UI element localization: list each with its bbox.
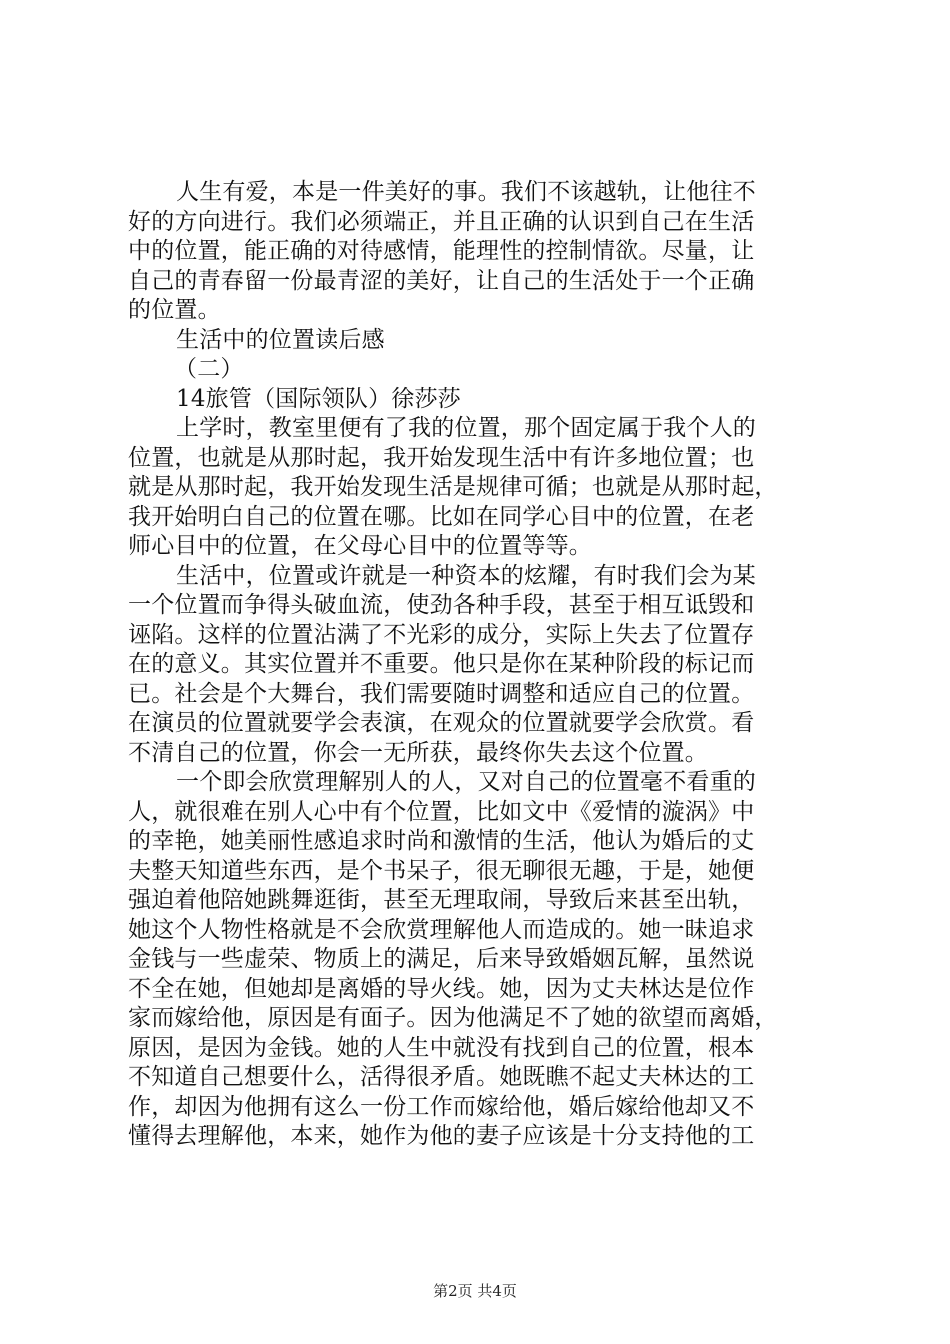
text-line: 位置，也就是从那时起，我开始发现生活中有许多地位置；也: [128, 444, 755, 471]
text-line: 夫整天知道些东西，是个书呆子，很无聊很无趣，于是，她便: [128, 857, 755, 884]
text-line: 人，就很难在别人心中有个位置，比如文中《爱情的漩涡》中: [128, 798, 755, 825]
text-line: 家而嫁给他，原因是有面子。因为他满足不了她的欲望而离婚，: [128, 1005, 778, 1031]
document-body: [128, 178, 828, 1152]
text-line: 的幸艳，她美丽性感追求时尚和激情的生活，他认为婚后的丈: [128, 828, 755, 854]
text-line: 不知道自己想要什么，活得很矛盾。她既瞧不起丈夫林达的工: [128, 1064, 755, 1090]
text-line: 自己的青春留一份最青涩的美好，让自己的生活处于一个正确: [128, 267, 755, 294]
text-line: 不全在她，但她却是离婚的导火线。她，因为丈夫林达是位作: [128, 975, 755, 1002]
text-line: 人生有爱，本是一件美好的事。我们不该越轨，让他往不: [176, 179, 756, 205]
text-line: 生活中，位置或许就是一种资本的炫耀，有时我们会为某: [176, 562, 756, 589]
text-line: 一个位置而争得头破血流，使劲各种手段，甚至于相互诋毁和: [128, 592, 755, 618]
section-title: 生活中的位置读后感: [176, 326, 385, 353]
page-footer: [0, 1280, 950, 1301]
text-line: 就是从那时起，我开始发现生活是规律可循；也就是从那时起，: [128, 474, 778, 500]
text-line: 一个即会欣赏理解别人的人，又对自己的位置毫不看重的: [176, 769, 756, 795]
text-line: 不清自己的位置，你会一无所获，最终你失去这个位置。: [128, 739, 708, 766]
text-line: 她这个人物性格就是不会欣赏理解他人而造成的。她一昧追求: [128, 916, 755, 943]
text-line: 好的方向进行。我们必须端正，并且正确的认识到自己在生活: [128, 208, 755, 235]
text-line: 已。社会是个大舞台，我们需要随时调整和适应自己的位置。: [128, 680, 755, 707]
text-line: 懂得去理解他，本来，她作为他的妻子应该是十分支持他的工: [128, 1123, 755, 1149]
text-line: 在演员的位置就要学会表演，在观众的位置就要学会欣赏。看: [128, 710, 755, 736]
text-line: 在的意义。其实位置并不重要。他只是你在某种阶段的标记而: [128, 651, 755, 677]
text-line: 中的位置，能正确的对待感情，能理性的控制情欲。尽量，让: [128, 238, 755, 264]
text-line: 师心目中的位置，在父母心目中的位置等等。: [128, 533, 592, 559]
text-line: 上学时，教室里便有了我的位置，那个固定属于我个人的: [176, 415, 756, 441]
text-line: 作，却因为他拥有这么一份工作而嫁给他，婚后嫁给他却又不: [128, 1093, 755, 1120]
text-line: 金钱与一些虚荣、物质上的满足，后来导致婚姻瓦解，虽然说: [128, 946, 755, 972]
text-line: 原因，是因为金钱。她的人生中就没有找到自己的位置，根本: [128, 1034, 755, 1061]
text-line: 我开始明白自己的位置在哪。比如在同学心目中的位置，在老: [128, 503, 755, 530]
text-line: 的位置。: [128, 297, 221, 323]
section-number: （二）: [174, 356, 244, 382]
author-line: 14旅管（国际领队）徐莎莎: [176, 385, 461, 412]
page-number-label: 第2页 共4页: [433, 1282, 517, 1300]
text-line: 强迫着他陪她跳舞逛街，甚至无理取闹，导致后来甚至出轨，: [128, 887, 755, 913]
text-line: 诬陷。这样的位置沾满了不光彩的成分，实际上失去了位置存: [128, 621, 755, 648]
